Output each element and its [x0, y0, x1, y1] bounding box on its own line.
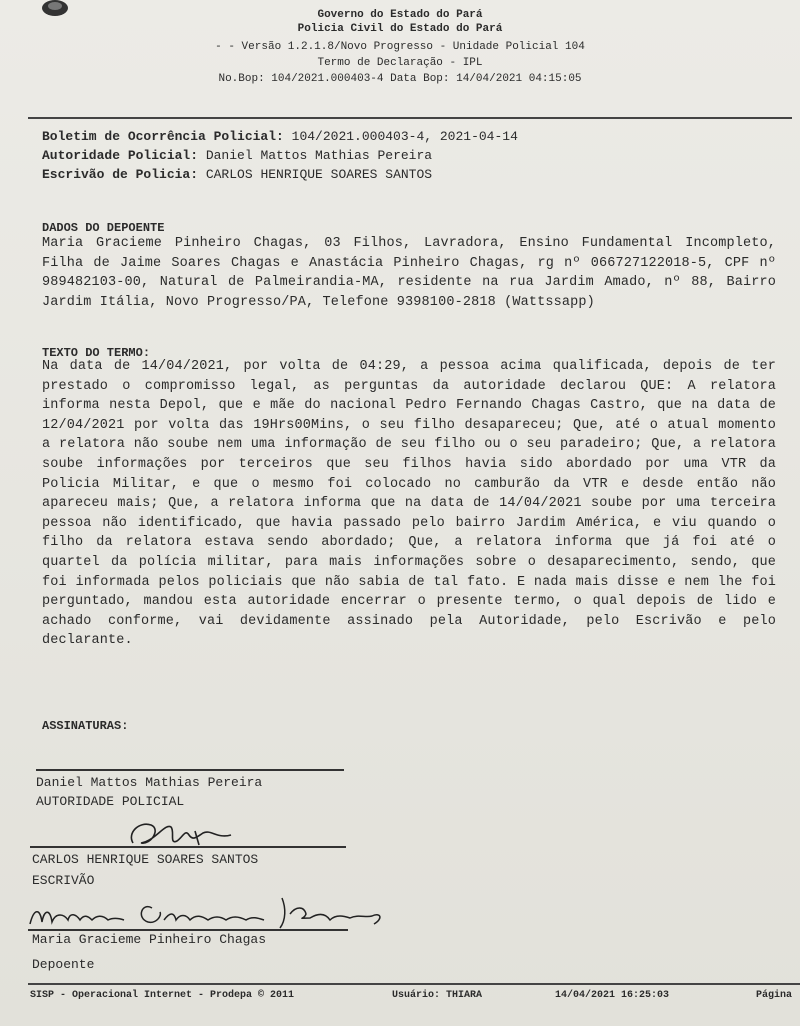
- field-autoridade-value: Daniel Mattos Mathias Pereira: [198, 148, 433, 163]
- termo-section-title: TEXTO DO TERMO:: [42, 346, 151, 360]
- signature-role-autoridade: AUTORIDADE POLICIAL: [36, 794, 185, 809]
- termo-text: Na data de 14/04/2021, por volta de 04:29, a pessoa acima qualificada, depois de ter prestado o compromisso legal, as perguntas da autoridade declarou QUE: A relatora informa nesta Depol, que e mãe do nacional Pedro Fernando Chagas Castro, que na data de 12/04/2021 por volta das 19Hrs00Mins, o seu filho desapareceu; Que, até o atual momento a relatora não soube nem uma informação de seu filho ou o seu paradeiro; Que, a relatora soube informações por terceiros que seu filhos havia sido abordado por uma VTR da Policia Militar, e que o mesmo foi colocado no camburão da VTR e desde então não apareceu mais; Que, a relatora informa que na data de 14/04/2021 soube por uma terceira pessoa não identificado, que havia passado pelo bairro Jardim América, e viu quando o filho da relatora estava sendo abordado; Que, a relatora informa que já foi até o quartel da polícia militar, para mais informações sobre o desaparecimento, sendo, que foi informada pelos policiais que não sabia de tal fato. E nada mais disse e nem lhe foi perguntado, mandou esta autoridade encerrar o presente termo, o qual depois de lido e achado conforme, vai devidamente assinado pela Autoridade, pelo Escrivão e pelo declarante.: [42, 359, 776, 649]
- signature-role-depoente: Depoente: [32, 957, 95, 972]
- signature-name-depoente: Maria Gracieme Pinheiro Chagas: [32, 932, 267, 947]
- depoente-text: Maria Gracieme Pinheiro Chagas, 03 Filhos, Lavradora, Ensino Fundamental Incompleto, Filha de Jaime Soares Chagas e Anastácia Pinheiro Chagas, rg nº 066727122018-5, CPF nº 989482103-00, Natural de Palmeirandia-MA, residente na rua Jardim Amado, nº 88, Bairro Jardim Itália, Novo Progresso/PA, Telefone 9398100-2818 (Wattssapp): [42, 236, 776, 310]
- header-divider: [28, 117, 792, 119]
- header-government: Governo do Estado do Pará: [317, 9, 483, 21]
- footer-page: Página: [756, 990, 793, 1001]
- signature-role-escrivao: ESCRIVÃO: [32, 873, 95, 888]
- field-boletim: [42, 128, 518, 146]
- footer-divider: [28, 983, 800, 985]
- signature-name-autoridade: Daniel Mattos Mathias Pereira: [36, 775, 263, 790]
- state-emblem-icon: [40, 0, 70, 18]
- signature-name-escrivao: CARLOS HENRIQUE SOARES SANTOS: [32, 852, 259, 867]
- assinaturas-title: ASSINATURAS:: [42, 719, 129, 733]
- header-police: Policia Civil do Estado do Pará: [297, 23, 503, 35]
- footer-system: SISP - Operacional Internet - Prodepa © 2011: [30, 990, 295, 1001]
- handwritten-signature-escrivao: [125, 815, 245, 855]
- field-autoridade-label: Autoridade Policial:: [42, 148, 199, 163]
- header-document-type: Termo de Declaração - IPL: [317, 57, 483, 69]
- header-version: - - Versão 1.2.1.8/Novo Progresso - Unidade Policial 104: [215, 41, 585, 53]
- footer-datetime: 14/04/2021 16:25:03: [555, 990, 670, 1001]
- field-boletim-label: Boletim de Ocorrência Policial:: [42, 129, 284, 144]
- footer-user: Usuário: THIARA: [392, 990, 483, 1001]
- depoente-section-title: DADOS DO DEPOENTE: [42, 221, 165, 235]
- field-escrivao: [42, 166, 432, 184]
- header-bop-number: No.Bop: 104/2021.000403-4 Data Bop: 14/04/2021 04:15:05: [218, 73, 582, 85]
- signature-line-autoridade: [36, 769, 344, 771]
- field-autoridade: [42, 147, 432, 165]
- signature-line-escrivao: [30, 846, 346, 848]
- field-boletim-value: 104/2021.000403-4, 2021-04-14: [283, 129, 518, 144]
- field-escrivao-label: Escrivão de Policia:: [42, 167, 199, 182]
- handwritten-signature-depoente: [24, 888, 394, 934]
- field-escrivao-value: CARLOS HENRIQUE SOARES SANTOS: [198, 167, 433, 182]
